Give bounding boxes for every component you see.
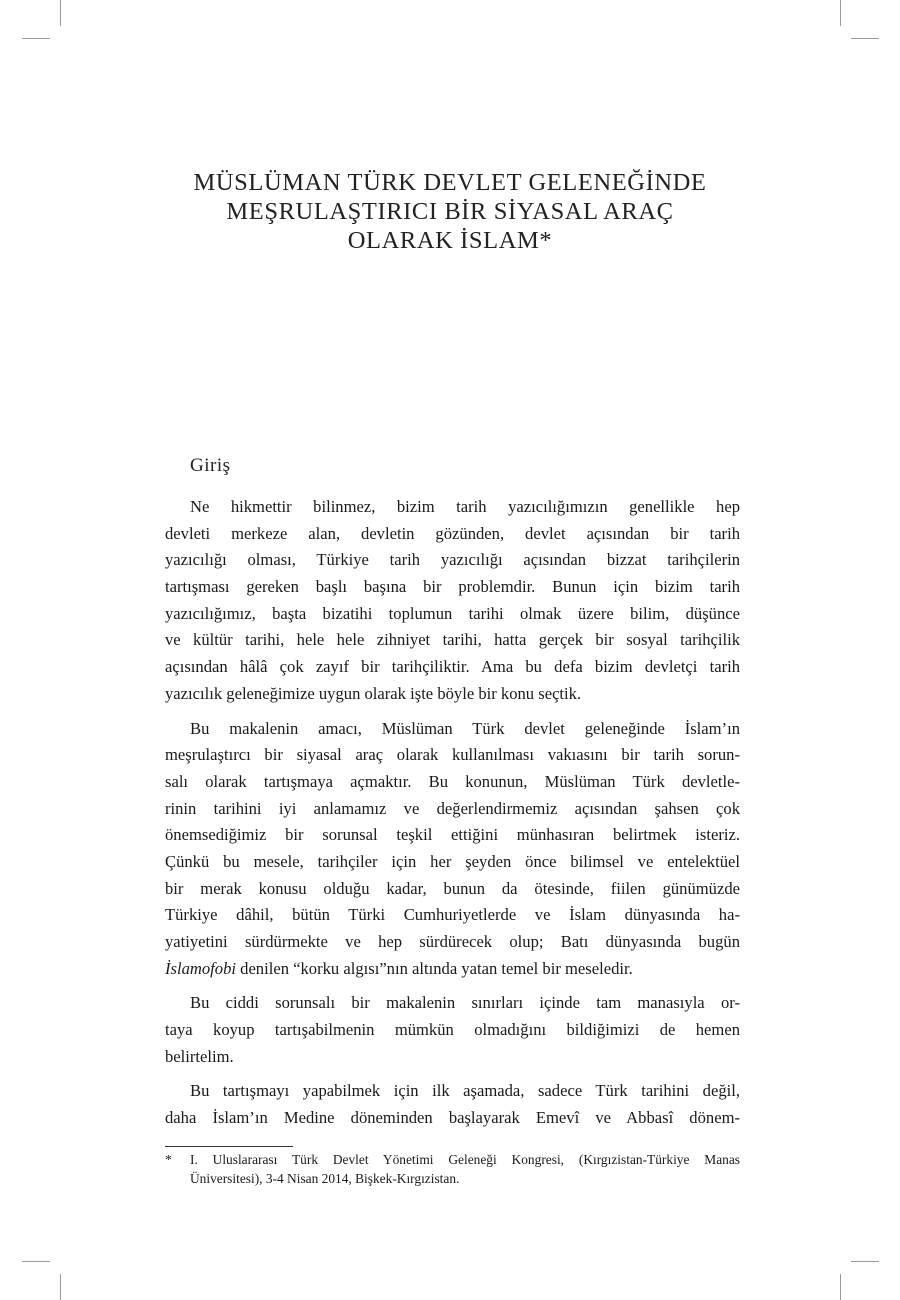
crop-mark-top-left-horizontal [22,38,50,39]
text-line: devleti merkeze alan, devletin gözünden, devlet açısından bir tarih [165,523,740,543]
article-title-line: MÜSLÜMAN TÜRK DEVLET GELENEĞİNDE [193,169,707,196]
text-line: yazıcılığı olması, Türkiye tarih yazıcılığı açısından bizzat tarihçilerin [165,550,740,570]
text-line: daha İslam’ın Medine döneminden başlayarak Emevî ve Abbasî dönem- [165,1108,740,1128]
footnote-mark: * [165,1152,172,1167]
text-line: yazıcılığımız, başta bizatihi toplumun tarihi olmak üzere bilim, düşünce [165,603,740,623]
crop-mark-top-right-vertical [840,0,841,26]
text-line: ve kültür tarihi, hele hele zihniyet tarihi, hatta gerçek bir sosyal tarihçilik [165,630,740,650]
paragraph-4 [165,1078,740,1131]
crop-mark-bottom-right-horizontal [851,1261,879,1262]
crop-mark-bottom-left-vertical [60,1274,61,1300]
article-title-line: MEŞRULAŞTIRICI BİR SİYASAL ARAÇ [226,198,674,225]
crop-mark-bottom-right-vertical [840,1274,841,1300]
article-title-line: OLARAK İSLAM* [347,227,553,254]
paragraph-2 [165,716,740,983]
text-line: bir merak konusu olduğu kadar, bunun da ötesinde, fiilen günümüzde [165,878,740,898]
text-line: Bu tartışmayı yapabilmek için ilk aşamada, sadece Türk tarihini değil, [190,1081,740,1101]
text-line: tartışması gereken başlı başına bir problemdir. Bunun için bizim tarih [165,577,740,597]
text-line: Bu ciddi sorunsalı bir makalenin sınırları içinde tam manasıyla or- [190,993,740,1013]
footnote-line: Üniversitesi), 3-4 Nisan 2014, Bişkek-Kırgızistan. [190,1171,460,1186]
footnote-separator [165,1146,293,1147]
text-line: açısından hâlâ çok zayıf bir tarihçiliktir. Ama bu defa bizim devletçi tarih [165,657,740,677]
crop-mark-top-left-vertical [60,0,61,26]
text-line: belirtelim. [165,1046,234,1066]
footnote-line: I. Uluslararası Türk Devlet Yönetimi Geleneği Kongresi, (Kırgızistan-Türkiye Manas [190,1152,740,1167]
text-line: Türkiye dâhil, bütün Türki Cumhuriyetlerde ve İslam dünyasında ha- [165,905,740,925]
paragraph-3 [165,990,740,1070]
text-line: Bu makalenin amacı, Müslüman Türk devlet geleneğinde İslam’ın [190,718,740,738]
italic-term: İslamofobi [165,958,236,978]
text-line: yazıcılık geleneğimize uygun olarak işte böyle bir konu seçtik. [165,683,582,703]
section-heading: Giriş [190,455,231,476]
text-line: önemsediğimiz bir sorunsal teşkil ettiğini münhasıran belirtmek isteriz. [165,825,740,845]
crop-mark-bottom-left-horizontal [22,1261,50,1262]
text-line: salı olarak tartışmaya açmaktır. Bu konunun, Müslüman Türk devletle- [165,771,740,791]
text-line: meşrulaştırcı bir siyasal araç olarak kullanılması vakıasını bir tarih sorun- [165,745,740,765]
text-line: yatiyetini sürdürmekte ve hep sürdürecek olup; Batı dünyasında bugün [165,932,740,951]
text-line: Ne hikmettir bilinmez, bizim tarih yazıcılığımızın genellikle hep [190,497,740,516]
text-line: taya koyup tartışabilmenin mümkün olmadığını bildiğimizi de hemen [165,1020,740,1040]
text-line: rinin tarihini iyi anlamamız ve değerlendirmemiz açısından şahsen çok [165,798,740,818]
footnote [165,1150,740,1188]
text-line: Çünkü bu mesele, tarihçiler için her şeyden önce bilimsel ve entelektüel [165,851,740,871]
article-body [165,494,740,1140]
article-title [100,168,800,255]
crop-mark-top-right-horizontal [851,38,879,39]
paragraph-1 [165,494,740,708]
text-line [165,956,740,983]
footnote-text [190,1150,740,1188]
text-line-rest: denilen “korku algısı”nın altında yatan temel bir meseledir. [236,958,633,978]
